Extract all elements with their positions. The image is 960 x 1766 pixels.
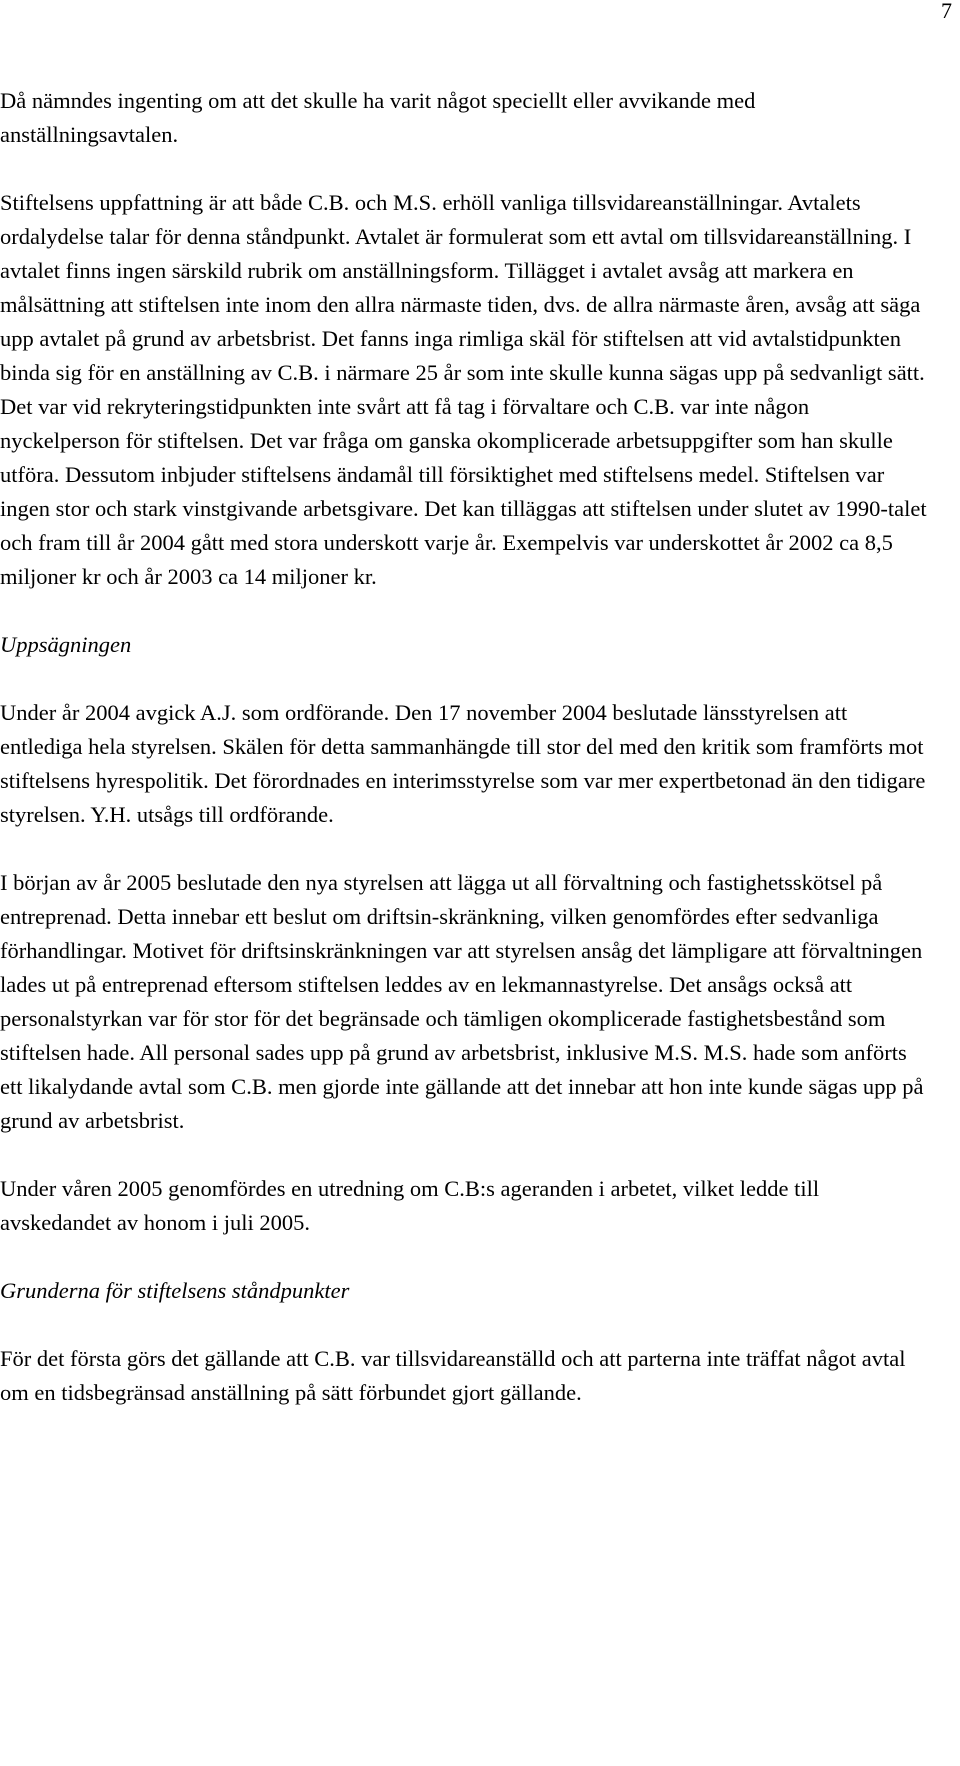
page-number: 7 bbox=[941, 0, 952, 23]
paragraph-spacer bbox=[0, 1138, 928, 1172]
paragraph-spacer bbox=[0, 832, 928, 866]
paragraph-3: Under år 2004 avgick A.J. som ordförande. Den 17 november 2004 beslutade länsstyrelsen att entlediga hela styrelsen. Skälen för detta sammanhängde till stor del med den kritik som framförts mot stiftelsens hyrespolitik. Det förordnades en interimsstyrelse som var mer expertbetonad än den tidigare styrelsen. Y.H. utsågs till ordförande. bbox=[0, 700, 926, 827]
document-body bbox=[0, 84, 928, 1410]
paragraph-spacer bbox=[0, 594, 928, 628]
paragraph-4: I början av år 2005 beslutade den nya styrelsen att lägga ut all förvaltning och fastighetsskötsel på entreprenad. Detta innebar ett beslut om driftsin-skränkning, vilken genomfördes efter sedvanliga förhandlingar. Motivet för driftsinskränkningen var att styrelsen ansåg det lämpligare att förvaltningen lades ut på entreprenad eftersom stiftelsen leddes av en lekmannastyrelse. Det ansågs också att personalstyrkan var för stor för det begränsade och tämligen okomplicerade fastighetsbestånd som stiftelsen hade. All personal sades upp på grund av arbetsbrist, inklusive M.S. M.S. hade som anförts ett likalydande avtal som C.B. men gjorde inte gällande att det innebar att hon inte kunde sägas upp på grund av arbetsbrist. bbox=[0, 870, 924, 1133]
section-heading-uppsagningen: Uppsägningen bbox=[0, 632, 132, 657]
paragraph-5: Under våren 2005 genomfördes en utredning om C.B:s ageranden i arbetet, vilket ledde till avskedandet av honom i juli 2005. bbox=[0, 1176, 820, 1235]
paragraph-2: Stiftelsens uppfattning är att både C.B. och M.S. erhöll vanliga tillsvidareanställningar. Avtalets ordalydelse talar för denna ståndpunkt. Avtalet är formulerat som ett avtal om tillsvidareanställning. I avtalet finns ingen särskild rubrik om anställningsform. Tillägget i avtalet avsåg att markera en målsättning att stiftelsen inte inom den allra närmaste tiden, dvs. de allra närmaste åren, avsåg att säga upp avtalet på grund av arbetsbrist. Det fanns inga rimliga skäl för stiftelsen att vid avtalstidpunkten binda sig för en anställning av C.B. i närmare 25 år som inte skulle kunna sägas upp på sedvanligt sätt. Det var vid rekryteringstidpunkten inte svårt att få tag i förvaltare och C.B. var inte någon nyckelperson för stiftelsen. Det var fråga om ganska okomplicerade arbetsuppgifter som han skulle utföra. Dessutom inbjuder stiftelsens ändamål till försiktighet med stiftelsens medel. Stiftelsen var ingen stor och stark vinstgivande arbetsgivare. Det kan tilläggas att stiftelsen under slutet av 1990-talet och fram till år 2004 gått med stora underskott varje år. Exempelvis var underskottet år 2002 ca 8,5 miljoner kr och år 2003 ca 14 miljoner kr. bbox=[0, 190, 927, 589]
paragraph-spacer bbox=[0, 1308, 928, 1342]
paragraph-spacer bbox=[0, 662, 928, 696]
paragraph-spacer bbox=[0, 152, 928, 186]
section-heading-grunderna: Grunderna för stiftelsens ståndpunkter bbox=[0, 1278, 350, 1303]
paragraph-1: Då nämndes ingenting om att det skulle ha varit något speciellt eller avvikande med anställningsavtalen. bbox=[0, 88, 756, 147]
paragraph-6: För det första görs det gällande att C.B. var tillsvidareanställd och att parterna inte träffat något avtal om en tidsbegränsad anställning på sätt förbundet gjort gällande. bbox=[0, 1346, 906, 1405]
paragraph-spacer bbox=[0, 1240, 928, 1274]
